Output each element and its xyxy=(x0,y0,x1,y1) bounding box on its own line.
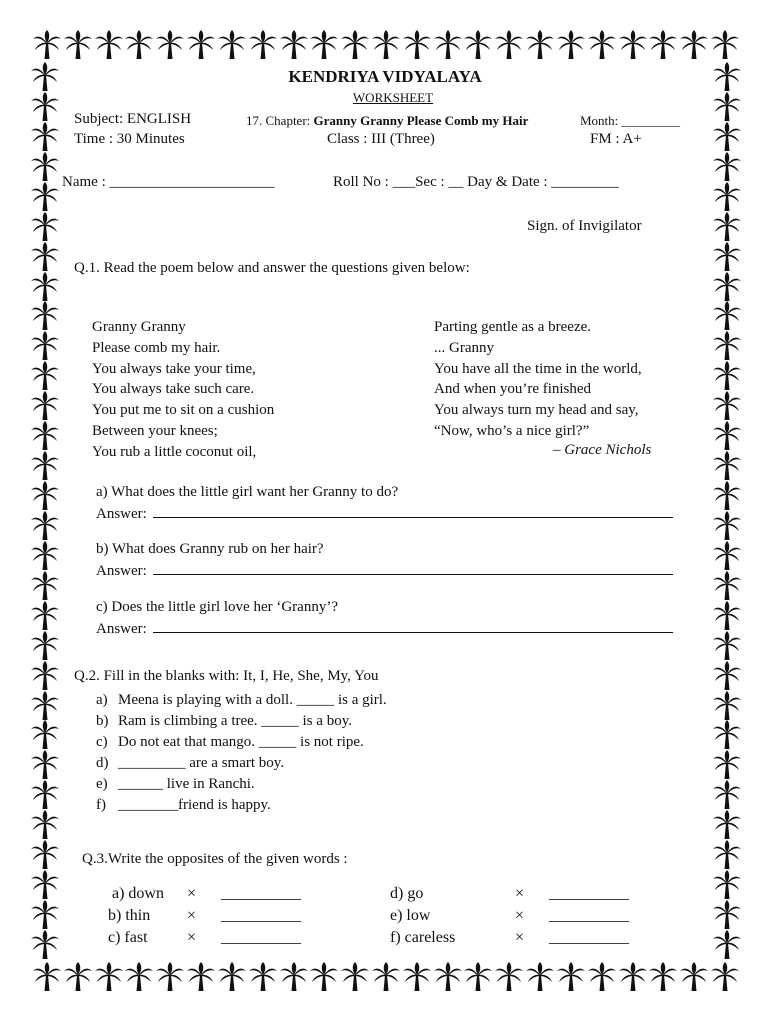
subject-label: Subject: ENGLISH xyxy=(74,111,192,127)
word: c) fast xyxy=(108,929,148,946)
palm-tree-icon xyxy=(30,720,60,750)
palm-tree-icon xyxy=(587,962,617,992)
chapter-label xyxy=(246,113,528,129)
palm-tree-icon xyxy=(30,870,60,900)
palm-tree-icon xyxy=(712,242,742,272)
word: d) go xyxy=(390,885,424,902)
q3-left-b xyxy=(108,907,301,925)
q2-item-f xyxy=(96,797,271,814)
poem-left-column xyxy=(92,317,274,463)
palm-tree-icon xyxy=(63,30,93,60)
palm-tree-icon xyxy=(30,182,60,212)
palm-tree-icon xyxy=(30,122,60,152)
answer-blank[interactable]: __________ xyxy=(549,929,629,946)
palm-tree-icon xyxy=(124,962,154,992)
palm-tree-icon xyxy=(712,301,742,331)
poem-line: You put me to sit on a cushion xyxy=(92,402,275,419)
palm-tree-icon xyxy=(340,30,370,60)
palm-tree-icon xyxy=(494,962,524,992)
q3-prompt: Q.3.Write the opposites of the given words : xyxy=(82,851,348,867)
poem-line: You always turn my head and say, xyxy=(434,402,639,419)
palm-tree-icon xyxy=(402,30,432,60)
palm-tree-icon xyxy=(463,30,493,60)
class-label: Class : III (Three) xyxy=(327,131,435,147)
palm-tree-icon xyxy=(30,212,60,242)
palm-tree-icon xyxy=(279,962,309,992)
roll-sec-date-field: Roll No : ___Sec : __ Day & Date : _________ xyxy=(333,174,619,190)
q2-item-c xyxy=(96,734,364,751)
answer-label: Answer: xyxy=(96,506,147,522)
q2-item-a xyxy=(96,692,387,709)
fm-label: FM : A+ xyxy=(590,131,642,147)
q2-item-d xyxy=(96,755,284,772)
word: e) low xyxy=(390,907,431,924)
q1b-question: b) What does Granny rub on her hair? xyxy=(96,541,324,557)
poem-line: You always take your time, xyxy=(92,360,256,377)
q3-right-f xyxy=(390,929,629,947)
palm-tree-icon xyxy=(494,30,524,60)
opposite-sign: × xyxy=(515,929,525,946)
palm-tree-icon xyxy=(712,720,742,750)
palm-tree-icon xyxy=(712,391,742,421)
palm-tree-icon xyxy=(648,30,678,60)
palm-tree-icon xyxy=(712,541,742,571)
poem-line: Between your knees; xyxy=(92,422,218,439)
opposite-sign: × xyxy=(515,907,525,924)
palm-tree-icon xyxy=(30,242,60,272)
poem-author: – Grace Nichols xyxy=(553,442,652,458)
palm-tree-icon xyxy=(30,391,60,421)
answer-line[interactable] xyxy=(153,562,673,575)
palm-tree-icon xyxy=(30,541,60,571)
palm-tree-icon xyxy=(712,451,742,481)
poem-line: ... Granny xyxy=(434,339,494,356)
palm-tree-icon xyxy=(32,30,62,60)
palm-tree-icon xyxy=(712,631,742,661)
palm-tree-icon xyxy=(30,900,60,930)
palm-tree-icon xyxy=(712,750,742,780)
palm-tree-icon xyxy=(463,962,493,992)
answer-blank[interactable]: __________ xyxy=(221,885,301,902)
palm-tree-icon xyxy=(371,962,401,992)
chapter-title: Granny Granny Please Comb my Hair xyxy=(313,113,529,128)
palm-tree-icon xyxy=(30,451,60,481)
poem-right-column xyxy=(434,317,642,442)
answer-label: Answer: xyxy=(96,621,147,637)
worksheet-label: WORKSHEET xyxy=(352,90,434,105)
palm-tree-icon xyxy=(710,962,740,992)
q3-right-e xyxy=(390,907,629,925)
item-label: f) xyxy=(96,797,106,813)
q1c-question: c) Does the little girl love her ‘Granny’? xyxy=(96,599,338,615)
palm-tree-icon xyxy=(712,780,742,810)
item-label: d) xyxy=(96,755,109,771)
q1-prompt: Q.1. Read the poem below and answer the questions given below: xyxy=(74,260,470,276)
palm-tree-icon xyxy=(525,30,555,60)
palm-tree-icon xyxy=(30,691,60,721)
invigilator-sign-label: Sign. of Invigilator xyxy=(527,218,642,234)
answer-blank[interactable]: __________ xyxy=(221,929,301,946)
item-text: ______ live in Ranchi. xyxy=(118,776,255,792)
palm-tree-icon xyxy=(30,361,60,391)
q1a-answer xyxy=(96,505,673,523)
item-text: Do not eat that mango. _____ is not ripe. xyxy=(118,734,364,750)
poem-line: You have all the time in the world, xyxy=(434,360,642,377)
school-title: KENDRIYA VIDYALAYA xyxy=(288,67,482,86)
palm-tree-icon xyxy=(679,30,709,60)
palm-tree-icon xyxy=(712,601,742,631)
palm-tree-icon xyxy=(712,122,742,152)
palm-tree-icon xyxy=(30,930,60,960)
palm-tree-icon xyxy=(124,30,154,60)
poem-line: Parting gentle as a breeze. xyxy=(434,319,592,335)
palm-tree-icon xyxy=(712,930,742,960)
item-text: _________ are a smart boy. xyxy=(118,755,285,771)
name-field: Name : ______________________ xyxy=(62,174,275,190)
q1c-answer xyxy=(96,620,673,638)
answer-line[interactable] xyxy=(153,505,673,518)
q3-right-d xyxy=(390,885,629,903)
poem-line: And when you’re finished xyxy=(434,381,592,398)
poem-line: You always take such care. xyxy=(92,381,255,398)
palm-tree-icon xyxy=(217,30,247,60)
q2-prompt: Q.2. Fill in the blanks with: It, I, He, She, My, You xyxy=(74,668,379,684)
q3-left-a xyxy=(112,885,301,903)
palm-tree-icon xyxy=(30,661,60,691)
palm-tree-icon xyxy=(556,962,586,992)
opposite-sign: × xyxy=(187,929,197,946)
chapter-prefix: 17. Chapter: xyxy=(246,113,314,128)
palm-tree-icon xyxy=(712,152,742,182)
palm-tree-icon xyxy=(712,481,742,511)
item-text: Meena is playing with a doll. _____ is a girl. xyxy=(118,692,387,708)
opposite-sign: × xyxy=(187,885,197,902)
palm-tree-icon xyxy=(712,691,742,721)
word: b) thin xyxy=(108,907,151,924)
poem-line: “Now, who’s a nice girl?” xyxy=(434,422,590,439)
time-label: Time : 30 Minutes xyxy=(74,131,185,147)
palm-tree-icon xyxy=(30,571,60,601)
item-label: b) xyxy=(96,713,109,729)
palm-tree-icon xyxy=(248,30,278,60)
palm-tree-icon xyxy=(186,962,216,992)
answer-label: Answer: xyxy=(96,563,147,579)
palm-tree-icon xyxy=(94,962,124,992)
word: a) down xyxy=(112,885,164,902)
palm-tree-icon xyxy=(618,30,648,60)
palm-tree-icon xyxy=(30,631,60,661)
palm-tree-icon xyxy=(433,30,463,60)
palm-tree-icon xyxy=(32,962,62,992)
item-text: Ram is climbing a tree. _____ is a boy. xyxy=(118,713,352,729)
palm-tree-icon xyxy=(433,962,463,992)
palm-tree-icon xyxy=(679,962,709,992)
palm-tree-icon xyxy=(30,780,60,810)
item-label: c) xyxy=(96,734,108,750)
answer-blank[interactable]: __________ xyxy=(549,907,629,924)
palm-tree-icon xyxy=(30,331,60,361)
answer-blank[interactable]: __________ xyxy=(549,885,629,902)
poem-line: Granny Granny xyxy=(92,319,186,335)
palm-tree-icon xyxy=(30,750,60,780)
palm-tree-icon xyxy=(525,962,555,992)
word: f) careless xyxy=(390,929,456,946)
palm-tree-icon xyxy=(712,571,742,601)
palm-tree-icon xyxy=(712,272,742,302)
item-text: ________friend is happy. xyxy=(118,797,271,813)
month-field: Month: _________ xyxy=(580,113,681,128)
palm-tree-icon xyxy=(402,962,432,992)
palm-tree-icon xyxy=(648,962,678,992)
palm-tree-icon xyxy=(712,511,742,541)
palm-tree-icon xyxy=(556,30,586,60)
opposite-sign: × xyxy=(187,907,197,924)
answer-blank[interactable]: __________ xyxy=(221,907,301,924)
palm-tree-icon xyxy=(309,962,339,992)
q2-item-e xyxy=(96,776,255,793)
palm-tree-icon xyxy=(279,30,309,60)
palm-tree-icon xyxy=(186,30,216,60)
palm-tree-icon xyxy=(712,840,742,870)
palm-tree-icon xyxy=(30,511,60,541)
item-label: e) xyxy=(96,776,108,792)
q3-left-c xyxy=(108,929,301,947)
q2-item-b xyxy=(96,713,352,730)
palm-tree-icon xyxy=(30,152,60,182)
palm-tree-icon xyxy=(712,810,742,840)
palm-tree-icon xyxy=(155,30,185,60)
poem-line: Please comb my hair. xyxy=(92,339,221,356)
palm-tree-icon xyxy=(30,301,60,331)
palm-tree-icon xyxy=(371,30,401,60)
palm-tree-icon xyxy=(712,661,742,691)
palm-tree-icon xyxy=(712,212,742,242)
q1a-question: a) What does the little girl want her Granny to do? xyxy=(96,484,399,500)
palm-tree-icon xyxy=(710,30,740,60)
palm-tree-icon xyxy=(30,421,60,451)
palm-tree-icon xyxy=(712,182,742,212)
palm-tree-icon xyxy=(63,962,93,992)
palm-tree-icon xyxy=(30,601,60,631)
item-label: a) xyxy=(96,692,108,708)
palm-tree-icon xyxy=(618,962,648,992)
palm-tree-icon xyxy=(712,331,742,361)
palm-tree-icon xyxy=(587,30,617,60)
palm-tree-icon xyxy=(30,272,60,302)
answer-line[interactable] xyxy=(153,620,673,633)
palm-tree-icon xyxy=(155,962,185,992)
palm-tree-icon xyxy=(309,30,339,60)
palm-tree-icon xyxy=(30,810,60,840)
palm-tree-icon xyxy=(712,361,742,391)
palm-tree-icon xyxy=(340,962,370,992)
poem-line: You rub a little coconut oil, xyxy=(92,443,257,460)
palm-tree-icon xyxy=(94,30,124,60)
palm-tree-icon xyxy=(712,421,742,451)
palm-tree-icon xyxy=(248,962,278,992)
palm-tree-icon xyxy=(30,840,60,870)
palm-tree-icon xyxy=(217,962,247,992)
palm-tree-icon xyxy=(30,481,60,511)
q1b-answer xyxy=(96,562,673,580)
opposite-sign: × xyxy=(515,885,525,902)
palm-tree-icon xyxy=(712,900,742,930)
palm-tree-icon xyxy=(712,870,742,900)
